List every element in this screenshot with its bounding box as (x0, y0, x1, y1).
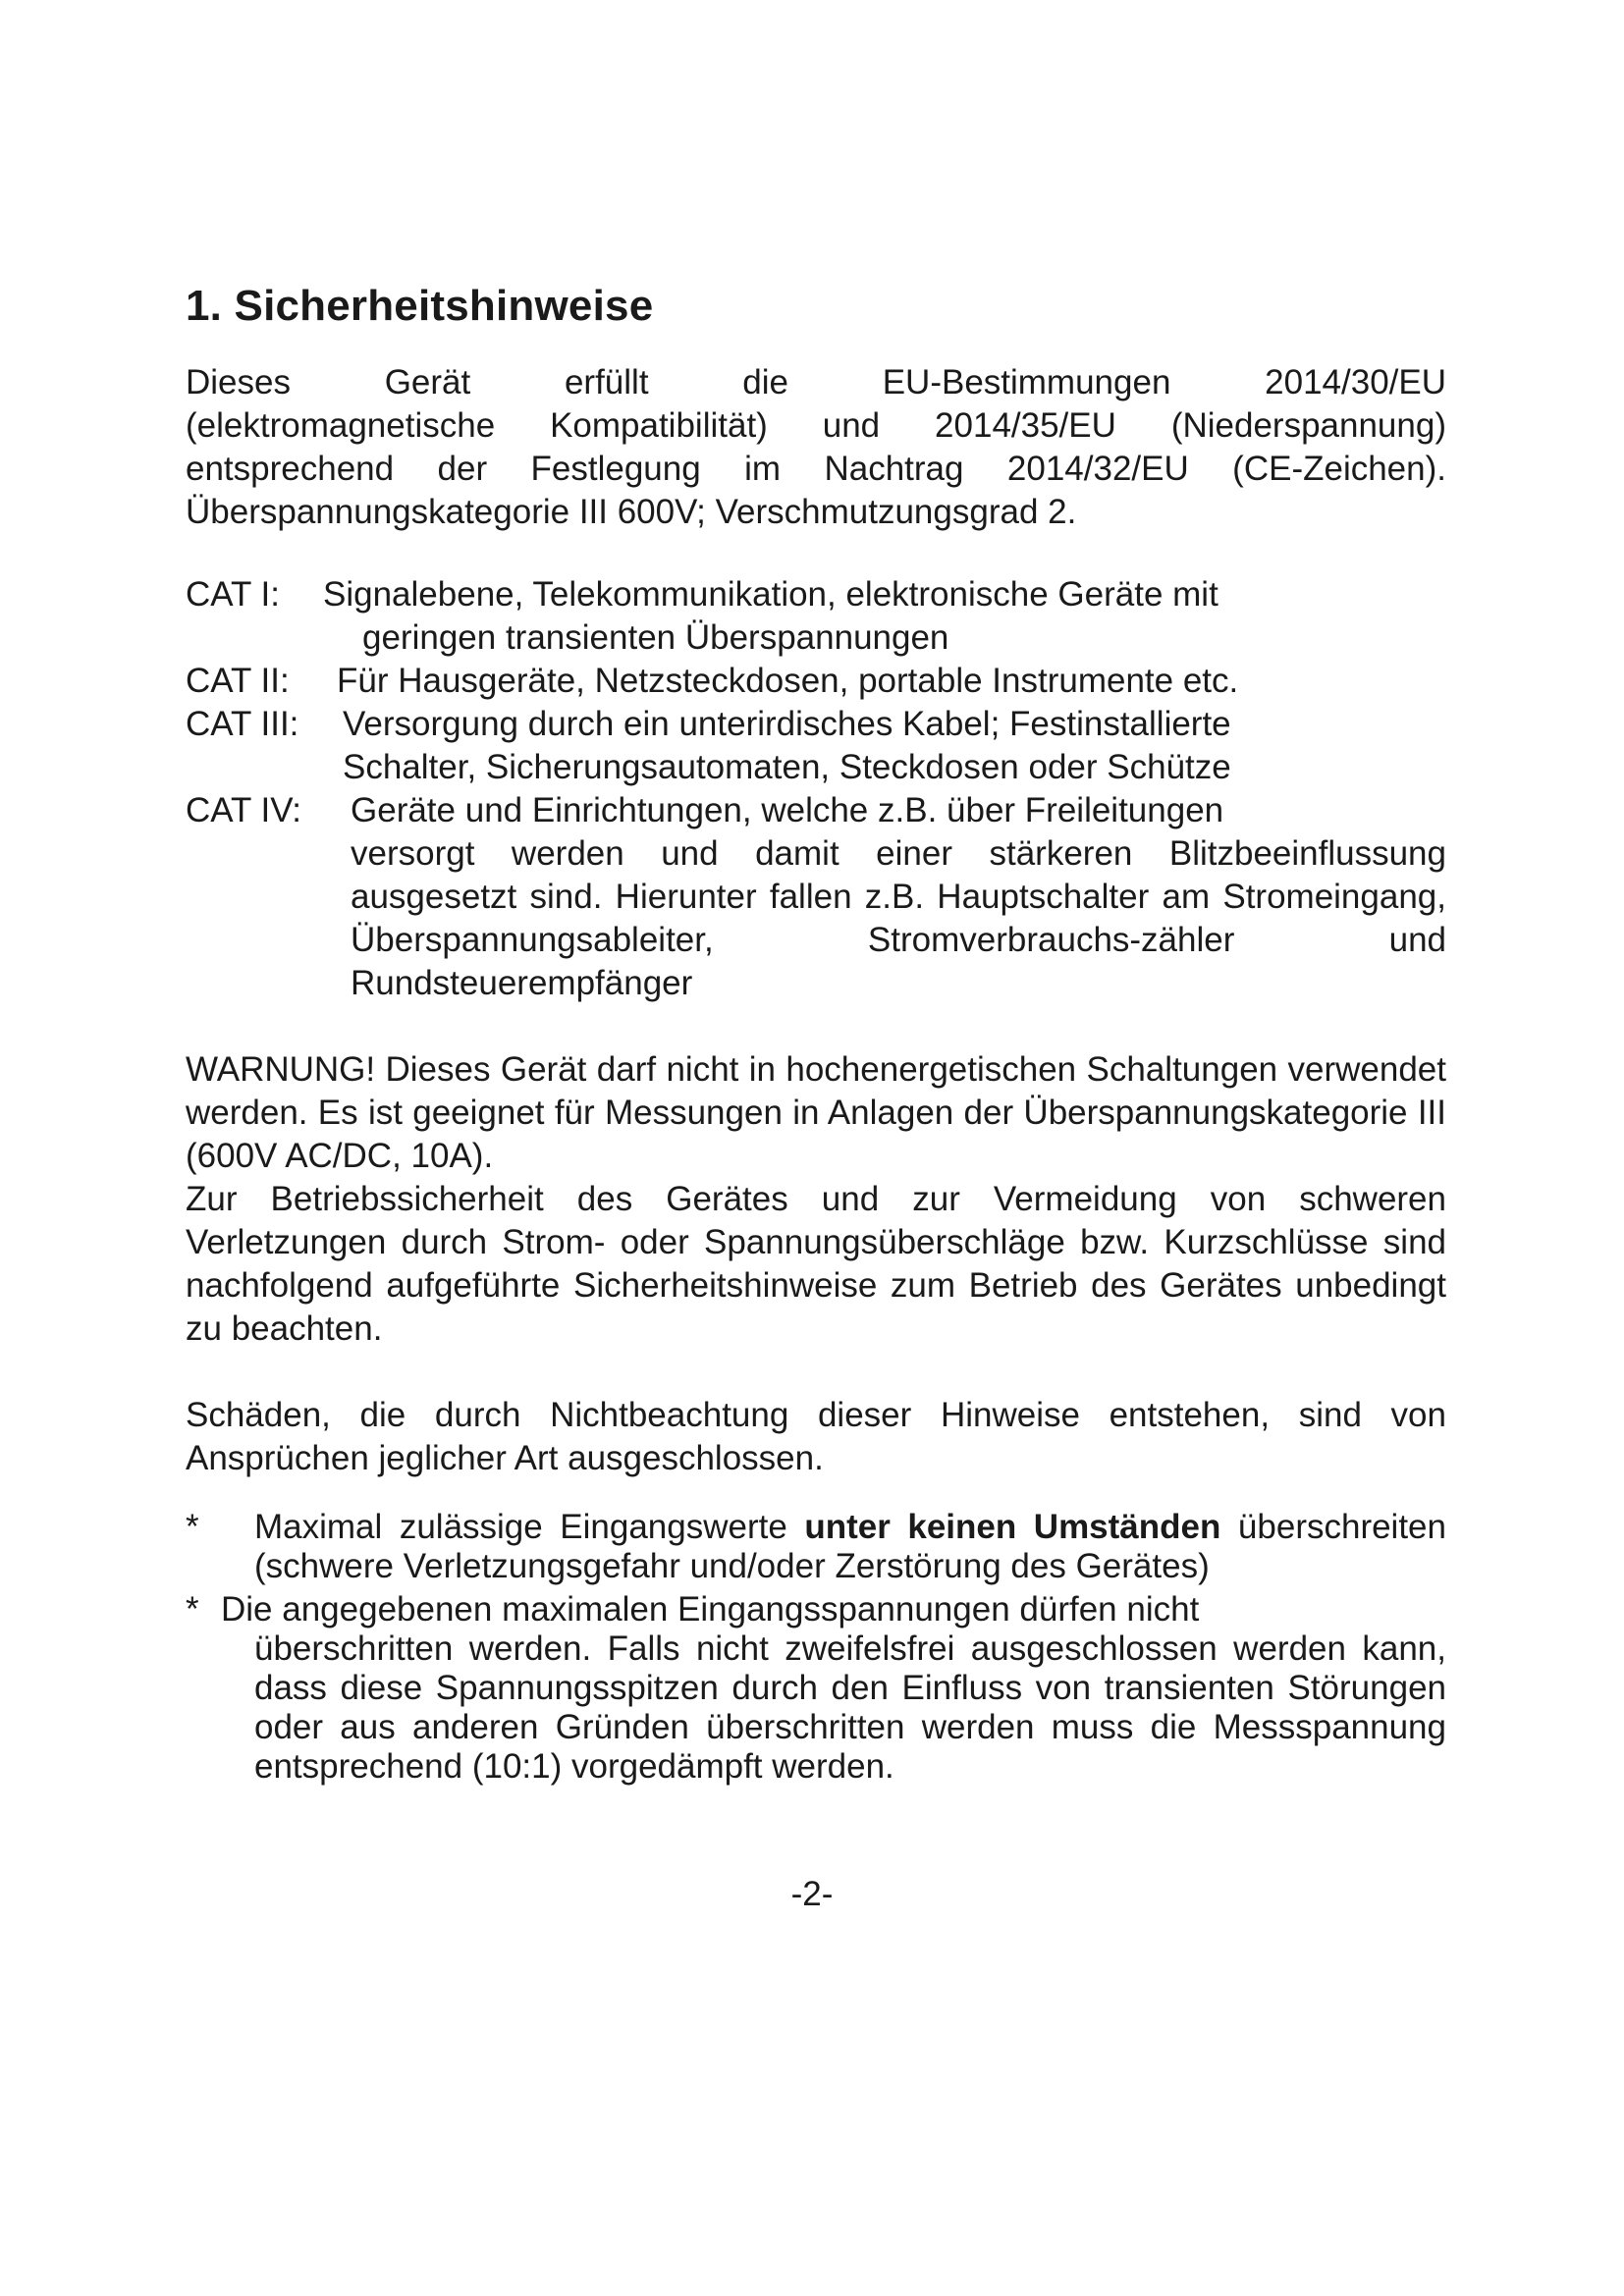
intro-rest: (elektromagnetische Kompatibilität) und 2014/35/EU (Niederspannung) entsprechend der Festlegung im Nachtrag 2014/32/EU (CE-Zeichen). Überspannungskategorie III 600V; Verschmutzungsgrad 2. (186, 406, 1446, 531)
document-page (186, 282, 1446, 1790)
category-item (186, 573, 1446, 660)
bullet-text-rest: überschritten werden. Falls nicht zweifelsfrei ausgeschlossen werden kann, dass diese Spannungsspitzen durch den Einfluss von transienten Störungen oder aus anderen Gründen überschritten werden muss die Messspannung entsprechend (10:1) vorgedämpft werden. (254, 1629, 1446, 1786)
section-heading: 1. Sicherheitshinweise (186, 282, 654, 330)
bullet-list (186, 1508, 1446, 1787)
category-item (186, 703, 1446, 789)
bullet-item (186, 1508, 1446, 1586)
category-label: CAT III: (186, 705, 299, 743)
category-text: Geräte und Einrichtungen, welche z.B. über Freileitungen (351, 791, 1224, 829)
category-item (186, 789, 1446, 1005)
intro-line-1: Dieses Gerät erfüllt die EU-Bestimmungen 2014/30/EU (186, 363, 1446, 401)
bullet-asterisk: * (186, 1508, 199, 1546)
category-text: Für Hausgeräte, Netzsteckdosen, portable Instrumente etc. (337, 662, 1239, 700)
bullet-text-first-line: Die angegebenen maximalen Eingangsspannungen dürfen nicht (221, 1590, 1200, 1629)
disclaimer-paragraph: Schäden, die durch Nichtbeachtung dieser Hinweise entstehen, sind von Ansprüchen jeglicher Art ausgeschlossen. (186, 1396, 1446, 1477)
category-list (186, 573, 1446, 1005)
bullet-item (186, 1590, 1446, 1787)
bullet-text-start: Maximal zulässige Eingangswerte (254, 1508, 805, 1546)
category-text: Signalebene, Telekommunikation, elektronische Geräte mit (323, 575, 1218, 614)
category-label: CAT I: (186, 575, 280, 614)
category-label: CAT IV: (186, 791, 301, 829)
safety-paragraph: Zur Betriebssicherheit des Gerätes und zur Vermeidung von schweren Verletzungen durch Strom- oder Spannungsüberschläge bzw. Kurzschlüsse sind nachfolgend aufgeführte Sicherheitshinweise zum Betrieb des Gerätes unbedingt zu beachten. (186, 1180, 1446, 1348)
warning-paragraph: WARNUNG! Dieses Gerät darf nicht in hochenergetischen Schaltungen verwendet werden. Es ist geeignet für Messungen in Anlagen der Überspannungskategorie III (600V AC/DC, 10A). (186, 1050, 1446, 1175)
intro-paragraph (186, 361, 1446, 534)
category-text-continued: geringen transienten Überspannungen (362, 618, 949, 657)
bullet-text-end: überschreiten (schwere Verletzungsgefahr und/oder Zerstörung des Gerätes) (254, 1508, 1446, 1585)
bullet-emphasis: unter keinen Umständen (804, 1508, 1221, 1546)
category-text-continued: versorgt werden und damit einer stärkeren Blitzbeeinflussung ausgesetzt sind. Hierunter fallen z.B. Hauptschalter am Stromeingang, Überspannungsableiter, Stromverbrauchs-zähler und Rundsteuerempfänger (351, 834, 1446, 1002)
category-text-continued: Schalter, Sicherungsautomaten, Steckdosen oder Schütze (343, 748, 1231, 786)
category-item (186, 660, 1446, 703)
page-number: -2- (790, 1875, 834, 1913)
category-text: Versorgung durch ein unterirdisches Kabel; Festinstallierte (343, 705, 1231, 743)
category-label: CAT II: (186, 662, 290, 700)
bullet-asterisk: * (186, 1590, 199, 1629)
